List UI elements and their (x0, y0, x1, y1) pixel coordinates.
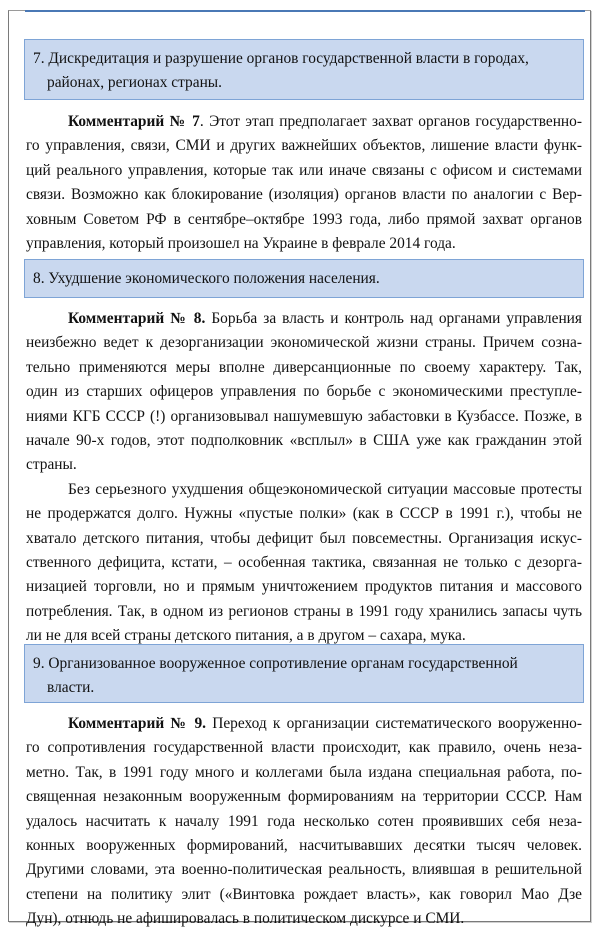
text-line: ций реального управления, которые так или иначе связаны с офисом и системами (26, 161, 582, 179)
text-line: не продержатся долго. Нужны «пустые полки» (как в СССР в 1991 г.), чтобы не (26, 505, 582, 523)
text-line: связи. Возможно как блокирование (изоляция) органов власти по аналогии с Вер- (26, 186, 582, 204)
text-line: Другими словами, эта военно-политическая реальность, влиявшая в решительной (26, 861, 582, 879)
section-heading-8 (24, 259, 584, 298)
text-span: . Этот этап предполагает захват органов государственно- (199, 113, 582, 130)
text-line: священная незаконным вооруженным формированиям на территории СССР. Нам (26, 788, 582, 806)
text-line: степени на политику элит («Винтовка рождает власть», как говорил Мао Дзе (26, 885, 582, 903)
comment-label: Комментарий № 9. (68, 715, 206, 732)
text-line: ли не для всей страны детского питания, а в другом – сахара, мука. (26, 627, 466, 645)
text-line: страны. (26, 456, 77, 474)
text-line (26, 110, 582, 134)
section-heading-7 (24, 39, 584, 100)
comment-7 (26, 110, 582, 256)
heading-line: 7. Дискредитация и разрушение органов государственной власти в городах, (33, 50, 529, 67)
text-line: ственного дефицита, кстати, – особенная тактика, связанная не только с дезорга- (26, 553, 582, 571)
text-line (26, 307, 582, 331)
heading-line: 9. Организованное вооруженное сопротивление органам государственной (33, 655, 518, 672)
comment-9 (26, 712, 582, 932)
heading-line: власти. (47, 679, 95, 696)
text-line: неизбежно ведет к дезорганизации экономической жизни страны. Причем созна- (26, 334, 582, 352)
heading-line: 8. Ухудшение экономического положения населения. (33, 270, 380, 287)
text-line: ховным Советом РФ в сентябре–октябре 1993 года, либо прямой захват органов (26, 210, 582, 228)
comment-label: Комментарий № 7 (68, 113, 200, 130)
text-line: удалось насчитать к началу 1991 года несколько сотен проявивших себя неза- (26, 812, 582, 830)
text-line: Дун), отнюдь не афишировалась в политическом дискурсе и СМИ. (26, 910, 465, 928)
text-line: потребления. Так, в одном из регионов страны в 1991 году хранились запасы чуть (26, 602, 582, 620)
text-line: управления, который произошел на Украине в феврале 2014 года. (26, 234, 456, 252)
text-span: Борьба за власть и контроль над органами управления (205, 310, 582, 327)
text-span: Переход к организации систематического вооруженно- (206, 715, 582, 732)
text-line: один из старших офицеров управления по борьбе с экономическими преступле- (26, 383, 582, 401)
text-line: хватало детского питания, чтобы дефицит был повсеместны. Организация искус- (26, 529, 582, 547)
text-line: низацией торговли, но и прямым уничтожением продуктов питания и массового (26, 578, 582, 596)
section-heading-9 (24, 644, 584, 703)
text-line: метно. Так, в 1991 году много и коллегами была издана специальная работа, по- (26, 763, 582, 781)
top-rule (25, 10, 585, 12)
text-line: го сопротивления государственной власти происходит, как правило, очень неза- (26, 739, 582, 757)
comment-label: Комментарий № 8. (68, 310, 206, 327)
text-line: начале 90-х годов, этот подполковник «всплыл» в США уже как гражданин этой (26, 431, 582, 449)
text-line: го управления, связи, СМИ и других важнейших объектов, лишение власти функ- (26, 137, 582, 155)
text-line: Без серьезного ухудшения общеэкономической ситуации массовые протесты (68, 480, 582, 498)
comment-8 (26, 307, 582, 648)
text-line: ниями КГБ СССР (!) организовывал нашумевшую забастовки в Кузбассе. Позже, в (26, 407, 582, 425)
text-line: тельно применяются меры вполне диверсанционные по своему характеру. Так, (26, 358, 582, 376)
text-line (26, 712, 582, 736)
heading-line: районах, регионах страны. (47, 74, 222, 91)
text-line: конных вооруженных формирований, насчитывавших десятки тысяч человек. (26, 836, 582, 854)
